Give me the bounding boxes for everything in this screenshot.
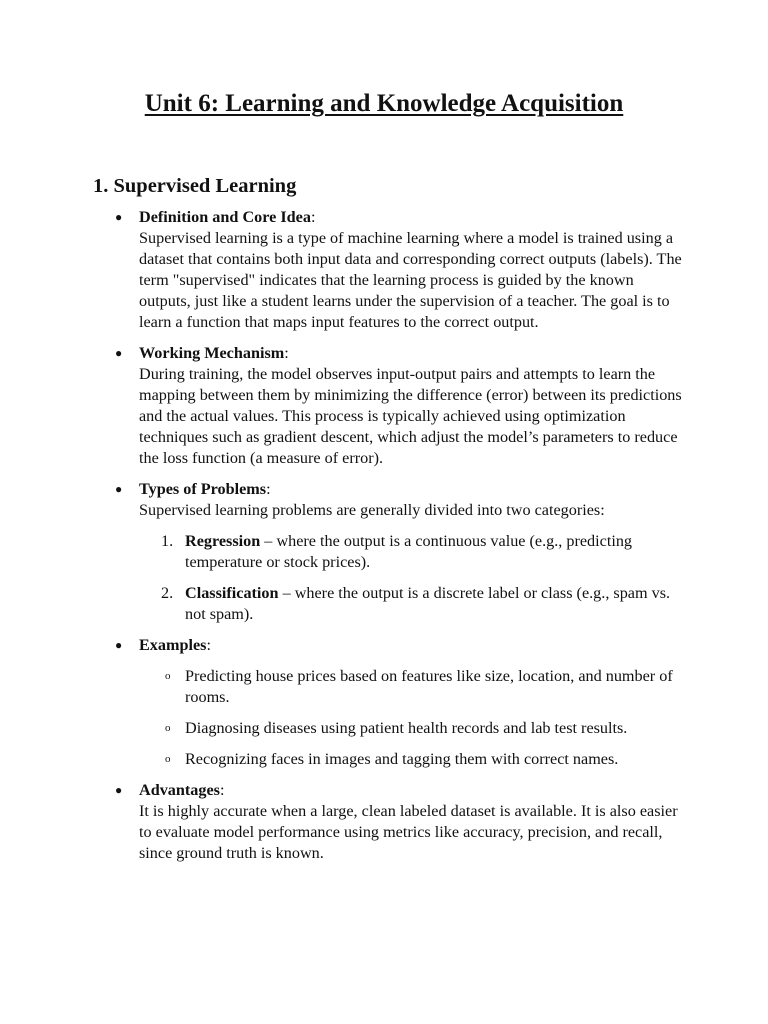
sub-item-term: Classification (185, 584, 279, 602)
numbered-marker: 1. (161, 532, 174, 550)
sub-item-term: Regression (185, 532, 261, 550)
item-body: It is highly accurate when a large, clean labeled dataset is available. It is also easier to evaluate model performance using metrics like accuracy, precision, and recall, since ground truth is known. (139, 802, 678, 862)
problem-types-list (139, 531, 682, 625)
item-colon: : (266, 480, 271, 498)
list-item-advantages (0, 780, 768, 864)
example-item (139, 666, 682, 708)
examples-list (139, 666, 682, 770)
list-item-examples (0, 635, 768, 770)
item-term: Definition and Core Idea (139, 208, 311, 226)
circle-bullet-icon: o (165, 722, 171, 734)
item-colon: : (219, 781, 225, 799)
example-text: Diagnosing diseases using patient health records and lab test results. (185, 719, 628, 737)
item-body: During training, the model observes input-output pairs and attempts to learn the mapping between them by minimizing the difference (error) between its predictions and the actual values. This process is typically achieved using optimization techniques such as gradient descent, which adjust the model’s parameters to reduce the loss function (a measure of error). (139, 365, 682, 467)
item-term: Types of Problems (139, 480, 267, 498)
bullet-icon: ● (115, 210, 123, 224)
list-item-definition (0, 207, 768, 333)
bullet-icon: ● (115, 638, 123, 652)
page-title-text: Unit 6: Learning and Knowledge Acquisition (144, 90, 624, 117)
bullet-icon: ● (115, 482, 123, 496)
sub-item-classification (139, 583, 682, 625)
circle-bullet-icon: o (165, 670, 171, 682)
item-term: Examples (139, 636, 207, 654)
numbered-marker: 2. (161, 584, 174, 602)
example-item (139, 718, 682, 739)
list-item-types-of-problems (0, 479, 768, 625)
bullet-list (0, 207, 768, 874)
item-term: Advantages (139, 781, 220, 799)
example-text: Predicting house prices based on features like size, location, and number of rooms. (185, 667, 673, 706)
circle-bullet-icon: o (165, 753, 171, 765)
item-body: Supervised learning is a type of machine learning where a model is trained using a dataset that contains both input data and corresponding correct outputs (labels). The term "supervised" indicates that the learning process is guided by the known outputs, just like a student learns under the supervision of a teacher. The goal is to learn a function that maps input features to the correct output. (139, 229, 682, 331)
item-colon: : (284, 344, 289, 362)
item-colon: : (206, 636, 211, 654)
sub-item-text: – where the output is a discrete label or class (e.g., spam vs. not spam). (185, 584, 671, 623)
item-body: Supervised learning problems are generally divided into two categories: (139, 501, 605, 519)
item-colon: : (310, 208, 316, 226)
sub-item-text: – where the output is a continuous value (e.g., predicting temperature or stock prices). (185, 532, 633, 571)
item-term: Working Mechanism (139, 344, 285, 362)
list-item-working-mechanism (0, 343, 768, 469)
section-heading: 1. Supervised Learning (93, 175, 297, 197)
bullet-icon: ● (115, 346, 123, 360)
example-item (139, 749, 682, 770)
bullet-icon: ● (115, 783, 123, 797)
page-title (0, 86, 768, 122)
example-text: Recognizing faces in images and tagging them with correct names. (185, 750, 619, 768)
sub-item-regression (139, 531, 682, 573)
